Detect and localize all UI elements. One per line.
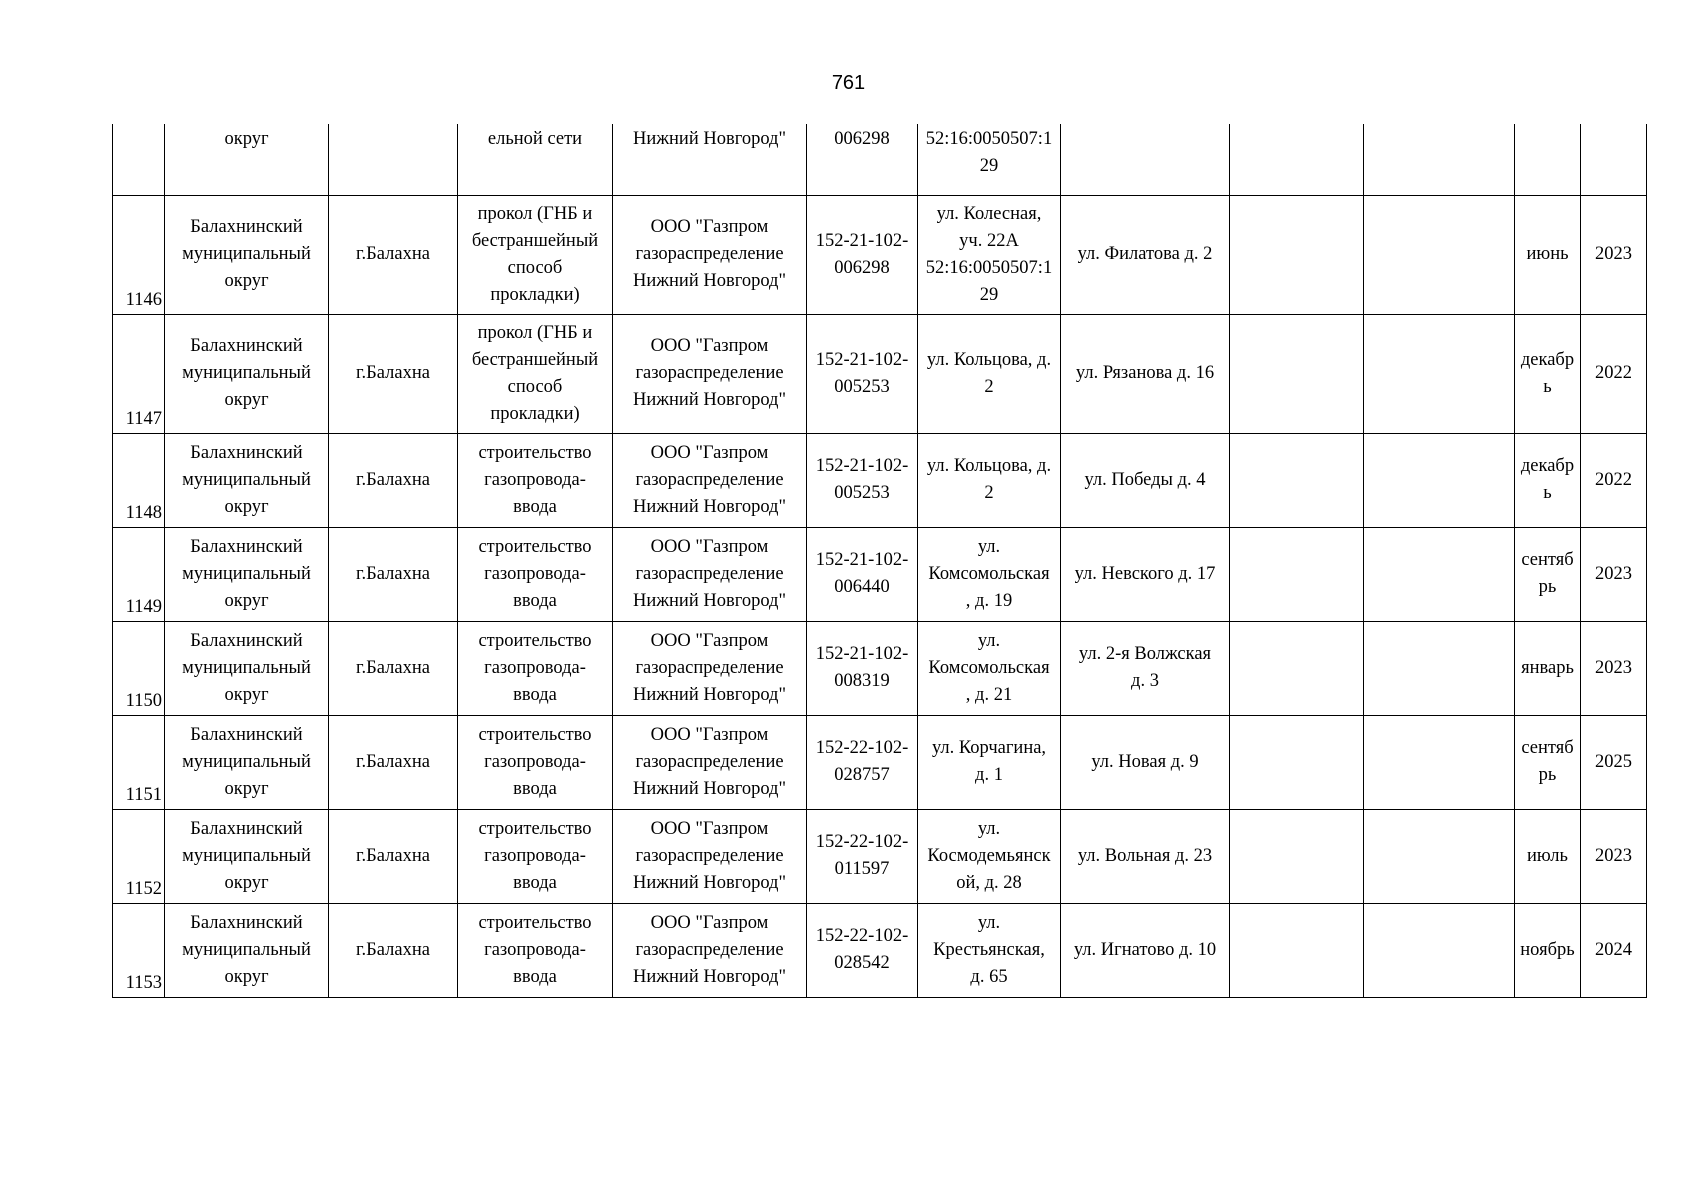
cell-address-to bbox=[1061, 527, 1230, 621]
cell-text: ООО "Газпром газораспределение Нижний Новгород" bbox=[632, 724, 787, 799]
cell-text: ноябрь bbox=[1520, 939, 1575, 960]
cell-text: ООО "Газпром газораспределение Нижний Новгород" bbox=[632, 912, 787, 987]
cell-text: 1153 bbox=[125, 972, 162, 993]
cell-c9 bbox=[1230, 715, 1364, 809]
cell-work bbox=[458, 809, 613, 903]
cell-num bbox=[113, 527, 165, 621]
cell-text: ул. Новая д. 9 bbox=[1091, 751, 1199, 772]
cell-org bbox=[613, 195, 807, 314]
table-row bbox=[113, 621, 1647, 715]
cell-text: ул. Кольцова, д. 2 bbox=[926, 456, 1052, 503]
cell-text: ул. Кольцова, д. 2 bbox=[926, 349, 1052, 397]
cell-org bbox=[613, 314, 807, 433]
cell-text: г.Балахна bbox=[356, 657, 430, 678]
cell-address-from bbox=[918, 809, 1061, 903]
cell-org bbox=[613, 124, 807, 195]
cell-text: Нижний Новгород" bbox=[632, 129, 787, 149]
cell-text: строительство газопровода- ввода bbox=[478, 442, 592, 517]
cell-c9 bbox=[1230, 903, 1364, 997]
cell-text: 2023 bbox=[1595, 657, 1632, 678]
cell-c10 bbox=[1364, 527, 1515, 621]
cell-text: 2022 bbox=[1595, 469, 1632, 490]
cell-district bbox=[165, 195, 329, 314]
registry-table bbox=[112, 124, 1647, 998]
cell-num bbox=[113, 124, 165, 195]
cell-address-to bbox=[1061, 809, 1230, 903]
cell-work bbox=[458, 621, 613, 715]
cell-work bbox=[458, 903, 613, 997]
table-row bbox=[113, 903, 1647, 997]
cell-text: 52:16:0050507:1 29 bbox=[925, 129, 1053, 176]
cell-text: июль bbox=[1527, 845, 1568, 866]
cell-text: 1148 bbox=[125, 502, 162, 523]
cell-city bbox=[329, 195, 458, 314]
cell-work bbox=[458, 314, 613, 433]
cell-text: 2024 bbox=[1595, 939, 1632, 960]
cell-text: Балахнинский муниципальный округ bbox=[182, 442, 311, 517]
cell-month bbox=[1515, 124, 1581, 195]
cell-city bbox=[329, 527, 458, 621]
cell-text: округ bbox=[224, 129, 269, 149]
cell-text: Балахнинский муниципальный округ bbox=[182, 818, 311, 893]
cell-address-to bbox=[1061, 124, 1230, 195]
cell-text: Балахнинский муниципальный округ bbox=[182, 912, 311, 987]
cell-month bbox=[1515, 715, 1581, 809]
cell-text: 2023 bbox=[1595, 845, 1632, 866]
cell-address-from bbox=[918, 621, 1061, 715]
cell-year bbox=[1581, 809, 1647, 903]
cell-year bbox=[1581, 195, 1647, 314]
cell-org bbox=[613, 527, 807, 621]
cell-work bbox=[458, 433, 613, 527]
cell-org bbox=[613, 809, 807, 903]
cell-city bbox=[329, 433, 458, 527]
cell-city bbox=[329, 124, 458, 195]
cell-text: ул. Невского д. 17 bbox=[1074, 563, 1216, 584]
cell-text: 2022 bbox=[1595, 363, 1632, 383]
cell-c10 bbox=[1364, 433, 1515, 527]
cell-city bbox=[329, 621, 458, 715]
cell-year bbox=[1581, 124, 1647, 195]
cell-text: г.Балахна bbox=[356, 939, 430, 960]
cell-city bbox=[329, 715, 458, 809]
cell-code bbox=[807, 903, 918, 997]
cell-year bbox=[1581, 903, 1647, 997]
cell-address-from bbox=[918, 433, 1061, 527]
cell-text: строительство газопровода- ввода bbox=[478, 536, 592, 611]
cell-c10 bbox=[1364, 621, 1515, 715]
cell-text: г.Балахна bbox=[356, 363, 430, 383]
cell-text: 1152 bbox=[125, 878, 162, 899]
cell-address-to bbox=[1061, 433, 1230, 527]
cell-text: 2023 bbox=[1595, 563, 1632, 584]
cell-text: 152-21-102- 006298 bbox=[815, 230, 909, 278]
cell-text: г.Балахна bbox=[356, 845, 430, 866]
cell-text: 2025 bbox=[1595, 751, 1632, 772]
cell-text: 152-21-102- 005253 bbox=[815, 456, 909, 503]
cell-org bbox=[613, 621, 807, 715]
cell-text: прокол (ГНБ и бестраншейный способ прокладки) bbox=[471, 203, 599, 305]
cell-text: 152-21-102- 006440 bbox=[815, 550, 909, 597]
cell-text: ул. Победы д. 4 bbox=[1084, 469, 1206, 490]
cell-code bbox=[807, 527, 918, 621]
cell-text: строительство газопровода- ввода bbox=[478, 912, 592, 987]
cell-address-to bbox=[1061, 195, 1230, 314]
cell-text: январь bbox=[1521, 657, 1574, 678]
cell-text: 1150 bbox=[125, 690, 162, 711]
cell-org bbox=[613, 715, 807, 809]
cell-address-to bbox=[1061, 621, 1230, 715]
cell-district bbox=[165, 433, 329, 527]
cell-text: 2023 bbox=[1595, 244, 1632, 264]
cell-text: г.Балахна bbox=[356, 751, 430, 772]
cell-text: ООО "Газпром газораспределение Нижний Новгород" bbox=[632, 442, 787, 517]
cell-month bbox=[1515, 314, 1581, 433]
cell-num bbox=[113, 621, 165, 715]
table-row bbox=[113, 809, 1647, 903]
cell-org bbox=[613, 903, 807, 997]
cell-text: Балахнинский муниципальный округ bbox=[182, 536, 311, 611]
cell-work bbox=[458, 124, 613, 195]
cell-c9 bbox=[1230, 124, 1364, 195]
cell-c10 bbox=[1364, 195, 1515, 314]
cell-c9 bbox=[1230, 195, 1364, 314]
cell-code bbox=[807, 715, 918, 809]
cell-district bbox=[165, 903, 329, 997]
cell-text: 152-21-102- 005253 bbox=[815, 349, 909, 397]
cell-text: ельной сети bbox=[487, 129, 583, 149]
cell-text: ООО "Газпром газораспределение Нижний Новгород" bbox=[632, 818, 787, 893]
cell-text: ул. Вольная д. 23 bbox=[1077, 845, 1213, 866]
cell-month bbox=[1515, 433, 1581, 527]
cell-num bbox=[113, 195, 165, 314]
cell-c9 bbox=[1230, 621, 1364, 715]
cell-text: 1146 bbox=[125, 289, 162, 310]
cell-text: строительство газопровода- ввода bbox=[478, 630, 592, 705]
cell-city bbox=[329, 314, 458, 433]
cell-year bbox=[1581, 621, 1647, 715]
cell-text: г.Балахна bbox=[356, 244, 430, 264]
cell-code bbox=[807, 433, 918, 527]
cell-text: 152-22-102- 028542 bbox=[815, 926, 909, 973]
cell-text: сентяб рь bbox=[1521, 738, 1574, 785]
table-body bbox=[113, 124, 1647, 997]
cell-org bbox=[613, 433, 807, 527]
cell-month bbox=[1515, 621, 1581, 715]
cell-text: декабр ь bbox=[1520, 456, 1575, 503]
cell-year bbox=[1581, 715, 1647, 809]
cell-address-to bbox=[1061, 715, 1230, 809]
cell-num bbox=[113, 433, 165, 527]
cell-text: ул. Рязанова д. 16 bbox=[1075, 363, 1215, 383]
cell-text: 1149 bbox=[125, 596, 162, 617]
cell-c9 bbox=[1230, 809, 1364, 903]
table-row bbox=[113, 314, 1647, 433]
cell-work bbox=[458, 195, 613, 314]
cell-text: прокол (ГНБ и бестраншейный способ прокладки) bbox=[471, 322, 599, 424]
cell-text: ул. 2-я Волжская д. 3 bbox=[1078, 644, 1212, 691]
cell-district bbox=[165, 314, 329, 433]
table-row bbox=[113, 715, 1647, 809]
cell-address-from bbox=[918, 195, 1061, 314]
cell-text: Балахнинский муниципальный округ bbox=[182, 217, 311, 291]
cell-text: ул. Комсомольская , д. 19 bbox=[928, 536, 1050, 611]
cell-text: 006298 bbox=[834, 129, 890, 149]
cell-month bbox=[1515, 195, 1581, 314]
cell-year bbox=[1581, 314, 1647, 433]
cell-code bbox=[807, 124, 918, 195]
cell-text: ООО "Газпром газораспределение Нижний Новгород" bbox=[632, 336, 787, 410]
cell-address-from bbox=[918, 527, 1061, 621]
cell-district bbox=[165, 715, 329, 809]
cell-district bbox=[165, 527, 329, 621]
cell-district bbox=[165, 809, 329, 903]
cell-text: 152-22-102- 011597 bbox=[815, 832, 909, 879]
cell-c10 bbox=[1364, 715, 1515, 809]
cell-c10 bbox=[1364, 124, 1515, 195]
cell-month bbox=[1515, 527, 1581, 621]
table-row bbox=[113, 195, 1647, 314]
cell-district bbox=[165, 124, 329, 195]
cell-code bbox=[807, 195, 918, 314]
cell-city bbox=[329, 903, 458, 997]
cell-text: 1147 bbox=[125, 408, 162, 429]
cell-text: 152-22-102- 028757 bbox=[815, 738, 909, 785]
cell-text: ул. Комсомольская , д. 21 bbox=[928, 630, 1050, 705]
cell-text: строительство газопровода- ввода bbox=[478, 724, 592, 799]
cell-c10 bbox=[1364, 314, 1515, 433]
cell-text: декабр ь bbox=[1520, 349, 1575, 397]
table-row bbox=[113, 124, 1647, 195]
cell-c10 bbox=[1364, 809, 1515, 903]
cell-text: Балахнинский муниципальный округ bbox=[182, 630, 311, 705]
cell-text: 152-21-102- 008319 bbox=[815, 644, 909, 691]
cell-work bbox=[458, 715, 613, 809]
cell-month bbox=[1515, 903, 1581, 997]
cell-address-from bbox=[918, 903, 1061, 997]
cell-work bbox=[458, 527, 613, 621]
cell-code bbox=[807, 809, 918, 903]
cell-num bbox=[113, 809, 165, 903]
cell-text: ул. Космодемьянск ой, д. 28 bbox=[927, 818, 1051, 893]
cell-text: Балахнинский муниципальный округ bbox=[182, 336, 311, 410]
page-number: 761 bbox=[831, 72, 866, 94]
cell-c10 bbox=[1364, 903, 1515, 997]
cell-text: сентяб рь bbox=[1521, 550, 1574, 597]
cell-text: ООО "Газпром газораспределение Нижний Новгород" bbox=[632, 630, 787, 705]
cell-year bbox=[1581, 527, 1647, 621]
cell-text: ООО "Газпром газораспределение Нижний Новгород" bbox=[632, 217, 787, 291]
table-row bbox=[113, 527, 1647, 621]
cell-city bbox=[329, 809, 458, 903]
cell-text: ул. Колесная, уч. 22А 52:16:0050507:1 29 bbox=[925, 203, 1053, 305]
cell-text: Балахнинский муниципальный округ bbox=[182, 724, 311, 799]
cell-month bbox=[1515, 809, 1581, 903]
cell-address-from bbox=[918, 124, 1061, 195]
cell-text: ул. Игнатово д. 10 bbox=[1073, 939, 1217, 960]
cell-address-from bbox=[918, 715, 1061, 809]
cell-address-to bbox=[1061, 903, 1230, 997]
cell-code bbox=[807, 314, 918, 433]
cell-num bbox=[113, 903, 165, 997]
cell-text: июнь bbox=[1526, 244, 1569, 264]
cell-num bbox=[113, 314, 165, 433]
cell-num bbox=[113, 715, 165, 809]
cell-address-from bbox=[918, 314, 1061, 433]
cell-code bbox=[807, 621, 918, 715]
cell-text: 1151 bbox=[125, 784, 162, 805]
cell-text: ул. Корчагина, д. 1 bbox=[931, 738, 1047, 785]
cell-text: г.Балахна bbox=[356, 469, 430, 490]
cell-district bbox=[165, 621, 329, 715]
cell-address-to bbox=[1061, 314, 1230, 433]
cell-text: ООО "Газпром газораспределение Нижний Новгород" bbox=[632, 536, 787, 611]
cell-year bbox=[1581, 433, 1647, 527]
cell-c9 bbox=[1230, 433, 1364, 527]
cell-text: ул. Крестьянская, д. 65 bbox=[933, 912, 1045, 987]
cell-text: ул. Филатова д. 2 bbox=[1077, 244, 1213, 264]
cell-c9 bbox=[1230, 314, 1364, 433]
cell-c9 bbox=[1230, 527, 1364, 621]
cell-text: г.Балахна bbox=[356, 563, 430, 584]
table-row bbox=[113, 433, 1647, 527]
cell-text: строительство газопровода- ввода bbox=[478, 818, 592, 893]
